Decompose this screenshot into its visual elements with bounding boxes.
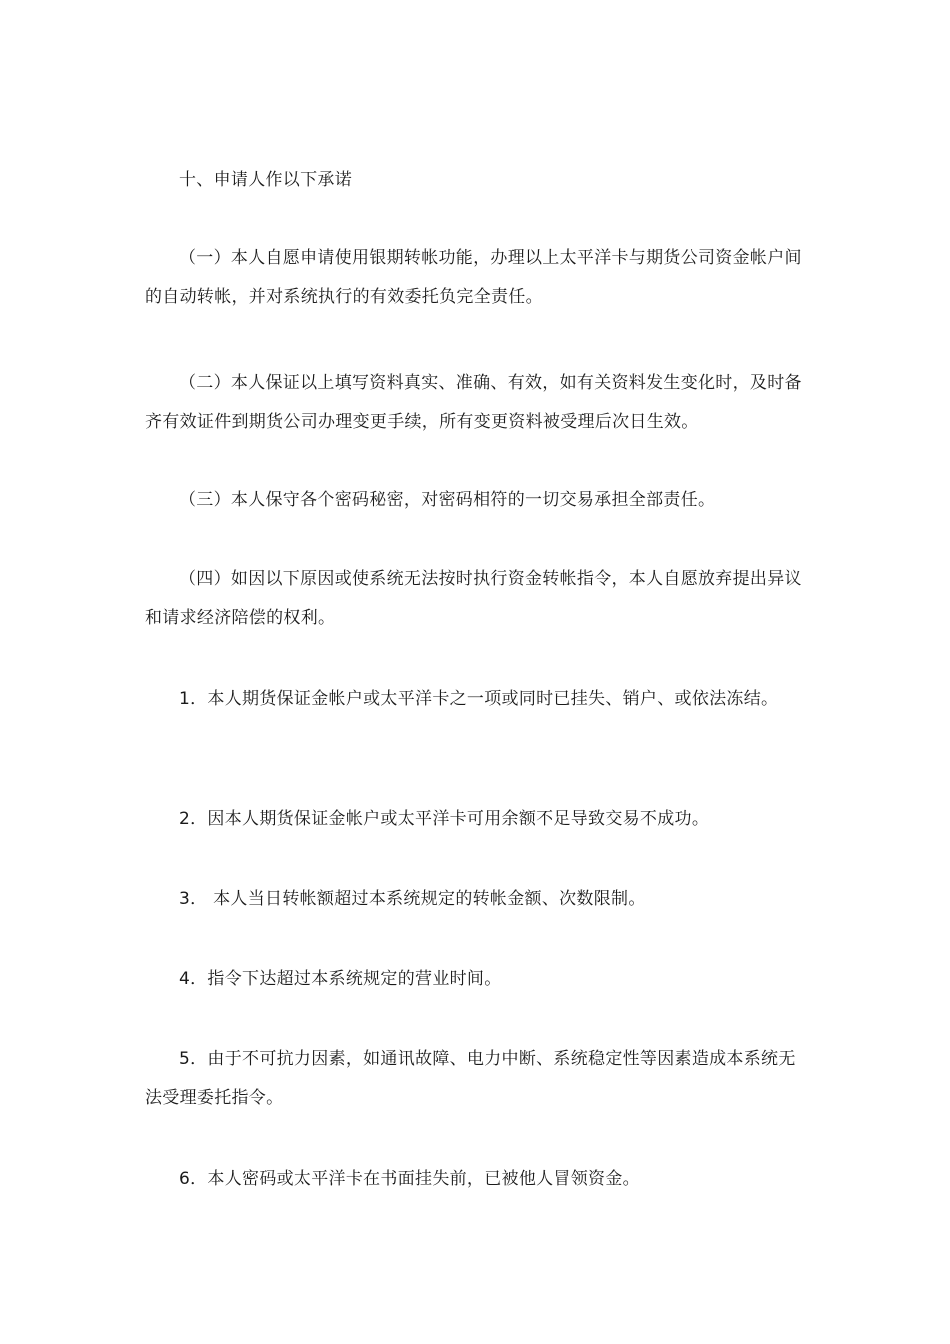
list-item-3: 3． 本人当日转帐额超过本系统规定的转帐金额、次数限制。 bbox=[179, 889, 646, 909]
list-item-1: 1．本人期货保证金帐户或太平洋卡之一项或同时已挂失、销户、或依法冻结。 bbox=[179, 689, 779, 709]
list-item-2: 2．因本人期货保证金帐户或太平洋卡可用余额不足导致交易不成功。 bbox=[179, 809, 710, 829]
list-item-4: 4．指令下达超过本系统规定的营业时间。 bbox=[179, 969, 502, 989]
paragraph-2: （二）本人保证以上填写资料真实、准确、有效，如有关资料发生变化时，及时备齐有效证件到期货公司办理变更手续，所有变更资料被受理后次日生效。 bbox=[145, 373, 802, 432]
paragraph-1: （一）本人自愿申请使用银期转帐功能，办理以上太平洋卡与期货公司资金帐户间的自动转帐，并对系统执行的有效委托负完全责任。 bbox=[145, 248, 802, 307]
paragraph-3: （三）本人保守各个密码秘密，对密码相符的一切交易承担全部责任。 bbox=[179, 490, 716, 510]
list-item-5: 5．由于不可抗力因素，如通讯故障、电力中断、系统稳定性等因素造成本系统无法受理委托指令。 bbox=[145, 1049, 796, 1108]
list-item-6: 6．本人密码或太平洋卡在书面挂失前，已被他人冒领资金。 bbox=[179, 1169, 640, 1189]
section-heading: 十、申请人作以下承诺 bbox=[179, 170, 352, 190]
paragraph-4: （四）如因以下原因或使系统无法按时执行资金转帐指令，本人自愿放弃提出异议和请求经济陪偿的权利。 bbox=[145, 569, 802, 628]
